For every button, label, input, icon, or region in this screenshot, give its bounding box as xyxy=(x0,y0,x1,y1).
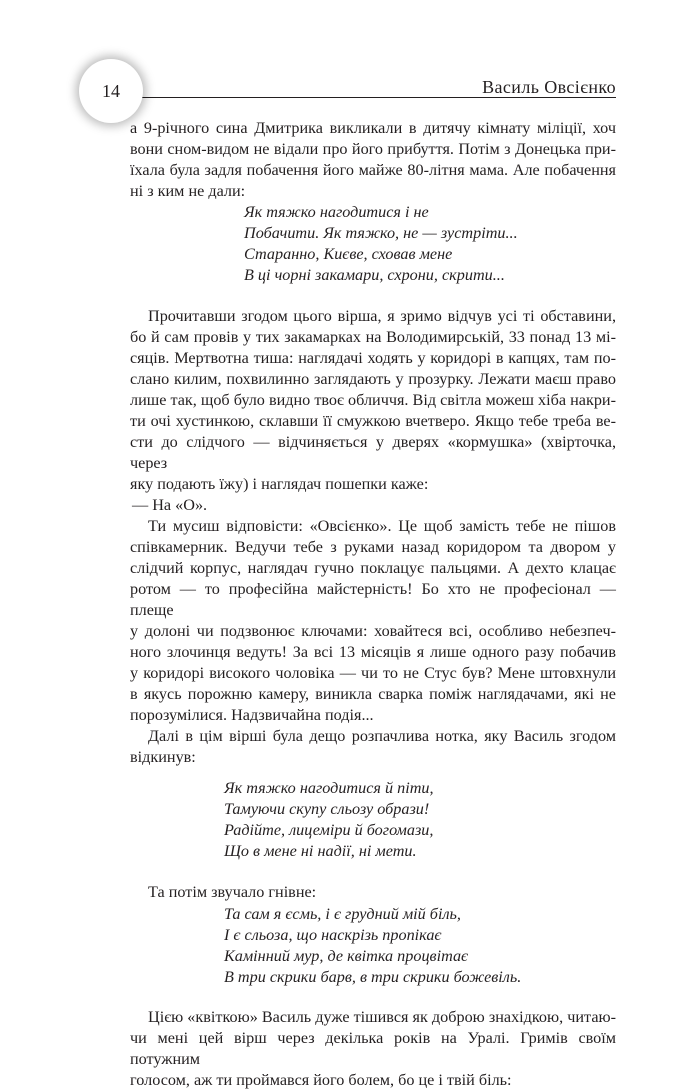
paragraph-4-line: в якусь порожню камеру, виникла сварка поміж наглядачами, які не xyxy=(130,685,616,703)
poem-stanza-1 xyxy=(244,202,616,286)
poem-stanza-2 xyxy=(224,778,616,862)
paragraph-1-line: ні з ким не дали: xyxy=(130,182,246,200)
paragraph-1-line: вони сном-видом не відали про його прибуття. Потім з Донецька при- xyxy=(130,140,616,158)
paragraph-2-line: слано килим, похвилинно заглядають у прозурку. Лежати маєш право xyxy=(130,370,616,388)
paragraph-6-line: Та потім звучало гнівне: xyxy=(148,883,317,901)
poem-line: В ці чорні закамари, схрони, скрити... xyxy=(244,266,505,284)
running-head-author: Василь Овсієнко xyxy=(482,77,616,97)
paragraph-2-line: Прочитавши згодом цього вірша, я зримо відчув усі ті обставини, xyxy=(148,307,616,325)
paragraph-2-line: ти очі хустинкою, склавши її смужкою вчетверо. Якщо тебе треба ве- xyxy=(130,412,616,430)
paragraph-2-line: сяців. Мертвотна тиша: наглядачі ходять у коридорі в капцях, там по- xyxy=(130,349,616,367)
poem-line: В три скрики барв, в три скрики божевіль. xyxy=(224,968,522,986)
paragraph-4-line: ротом — то професійна майстерність! Бо хто не професіонал — плеще xyxy=(130,580,616,619)
poem-line: Радійте, лицеміри й богомази, xyxy=(224,821,434,839)
poem-line: Побачити. Як тяжко, не — зустріти... xyxy=(244,224,518,242)
poem-line: І є сльоза, що наскрізь пропікає xyxy=(224,926,442,944)
paragraph-4-line: у долоні чи подзвонює ключами: ховайтеся всі, особливо небезпеч- xyxy=(130,622,616,640)
paragraph-2-line: лише так, щоб було видно твоє обличчя. Від світла можеш хіба накри- xyxy=(130,391,616,409)
poem-stanza-3 xyxy=(224,904,616,988)
page-body xyxy=(130,118,616,1091)
paragraph-5-line: відкинув: xyxy=(130,748,196,766)
paragraph-1-line: їхала була задля побачення його майже 80-літня мама. Але побачення xyxy=(130,161,616,179)
paragraph-2-line: сти до слідчого — відчиняється у дверях «кормушка» (хвірточка, через xyxy=(130,433,616,472)
page-number: 14 xyxy=(102,81,120,101)
poem-line: Що в мене ні надії, ні мети. xyxy=(224,842,417,860)
paragraph-1-line: а 9-річного сина Дмитрика викликали в дитячу кімнату міліції, хоч xyxy=(130,119,616,137)
poem-line: Як тяжко нагодитися і не xyxy=(244,203,429,221)
dialogue-line: — На «О». xyxy=(132,496,208,514)
paragraph-5-line: Далі в цім вірші була дещо розпачлива нотка, яку Василь згодом xyxy=(148,727,616,745)
poem-line: Як тяжко нагодитися й піти, xyxy=(224,779,434,797)
paragraph-4-line: ного злочинця ведуть! За всі 13 місяців я лише одного разу побачив xyxy=(130,643,616,661)
paragraph-4-line: співкамерник. Ведучи тебе з руками назад коридором та двором у xyxy=(130,538,616,556)
poem-line: Старанно, Києве, сховав мене xyxy=(244,245,453,263)
paragraph-7-line: чи мені цей вірш через декілька років на Уралі. Гримів своїм потужним xyxy=(130,1029,616,1068)
paragraph-7-line: Цією «квіткою» Василь дуже тішився як доброю знахідкою, читаю- xyxy=(148,1008,616,1026)
paragraph-4-line: слідчий корпус, наглядач гучно поклацує пальцями. А дехто клацає xyxy=(130,559,616,577)
paragraph-2-line: яку подають їжу) і наглядач пошепки каже: xyxy=(130,475,429,493)
paragraph-4-line: у коридорі високого чоловіка — чи то не Стус був? Мене штовхнули xyxy=(130,664,616,682)
paragraph-2-line: бо й сам провів у тих закамарках на Володимирській, 33 понад 13 мі- xyxy=(130,328,616,346)
poem-line: Камінний мур, де квітка процвітає xyxy=(224,947,469,965)
paragraph-4-line: Ти мусиш відповісти: «Овсієнко». Це щоб замість тебе не пішов xyxy=(148,517,616,535)
poem-line: Тамуючи скупу сльозу образи! xyxy=(224,800,430,818)
paragraph-7-line: голосом, аж ти проймався його болем, бо це і твій біль: xyxy=(130,1071,512,1089)
paragraph-4-line: порозумілися. Надзвичайна подія... xyxy=(130,706,374,724)
poem-line: Та сам я єсмь, і є грудний мій біль, xyxy=(224,905,461,923)
